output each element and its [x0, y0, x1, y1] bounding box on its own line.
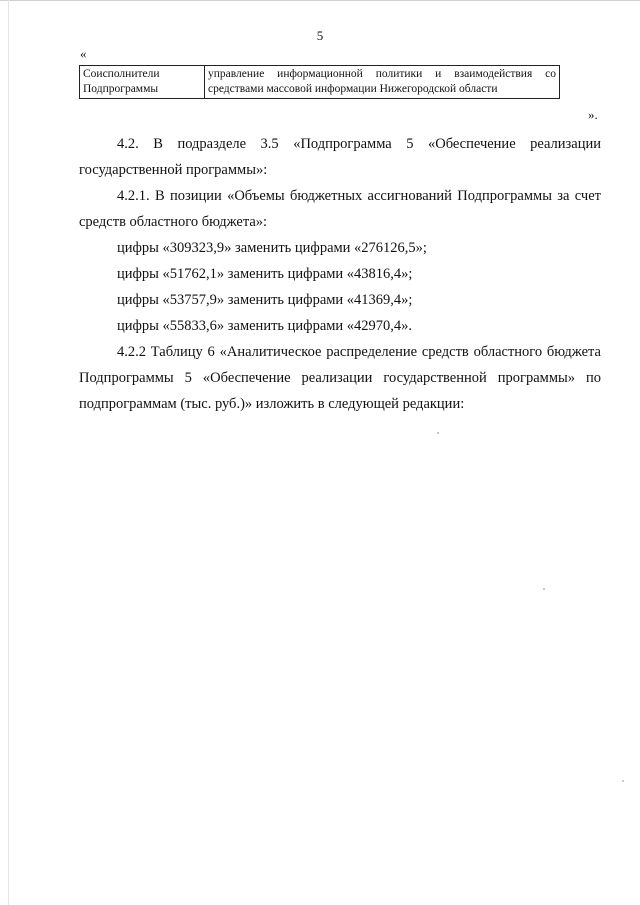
- replacement-line-3: цифры «53757,9» заменить цифрами «41369,4»;: [117, 292, 413, 308]
- table-cell-value: управление информационной политики и взаимодействия со средствами массовой информации Нижегородской области: [205, 66, 560, 99]
- opening-quote-mark: «: [80, 46, 87, 61]
- scan-speck: [437, 432, 439, 434]
- closing-quote-mark: ».: [588, 107, 598, 122]
- page-left-edge: [8, 0, 9, 905]
- table-row: [80, 66, 560, 99]
- scan-speck: [543, 588, 545, 590]
- table-cell-label: Соисполнители Подпрограммы: [80, 66, 205, 99]
- amendment-table: [79, 65, 560, 99]
- scan-speck: [622, 780, 624, 782]
- paragraph-4-2: 4.2. В подразделе 3.5 «Подпрограмма 5 «Обеспечение реализации государственной программы»:: [79, 136, 601, 178]
- page-top-edge: [0, 0, 640, 1]
- paragraph-4-2-1: 4.2.1. В позиции «Объемы бюджетных ассигнований Подпрограммы за счет средств областного бюджета»:: [79, 188, 601, 230]
- page-number: 5: [316, 28, 324, 43]
- replacement-line-4: цифры «55833,6» заменить цифрами «42970,4».: [117, 318, 413, 334]
- paragraph-4-2-2: 4.2.2 Таблицу 6 «Аналитическое распределение средств областного бюджета Подпрограммы 5 «Обеспечение реализации государственной программы» по подпрограммам (тыс. руб.)» изложить в следующей редакции:: [79, 344, 601, 412]
- replacement-line-1: цифры «309323,9» заменить цифрами «276126,5»;: [117, 240, 427, 256]
- replacement-line-2: цифры «51762,1» заменить цифрами «43816,4»;: [117, 266, 413, 282]
